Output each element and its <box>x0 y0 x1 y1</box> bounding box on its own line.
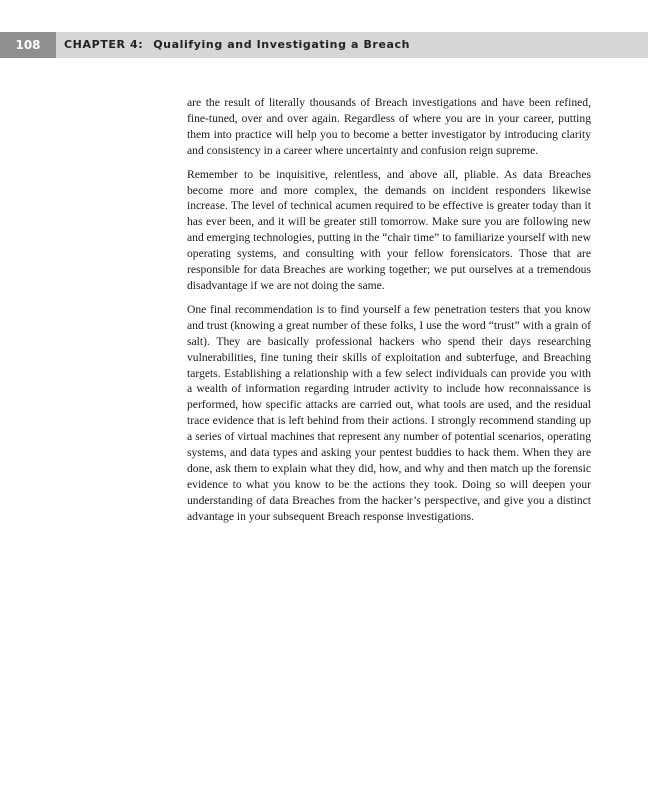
page-number: 108 <box>0 32 56 58</box>
chapter-label: CHAPTER 4: <box>64 38 144 51</box>
chapter-heading <box>64 32 410 58</box>
paragraph: One final recommendation is to find yourself a few penetration testers that you know and trust (knowing a great number of these folks, I use the word “trust” with a grain of salt). They are basically professional hackers who spend their days researching vulnerabilities, fine tuning their skills of exploitation and subterfuge, and Breaching targets. Establishing a relationship with a few select individuals can provide you with a wealth of information regarding intruder activity to include how reconnaissance is performed, how specific attacks are carried out, what tools are used, and the residual trace evidence that is left behind from their actions. I strongly recommend standing up a series of virtual machines that represent any number of potential scenarios, operating systems, and data types and asking your pentest buddies to hack them. When they are done, ask them to explain what they did, how, and why and then match up the forensic evidence to what you know to be the actions they took. Doing so will deepen your understanding of data Breaches from the hacker’s perspective, and give you a distinct advantage in your subsequent Breach response investigations. <box>187 302 591 523</box>
paragraph: Remember to be inquisitive, relentless, and above all, pliable. As data Breaches become more and more complex, the demands on incident responders likewise increase. The level of technical acumen required to be effective is greater today than it has ever been, and it will be greater still tomorrow. Make sure you are following new and emerging technologies, putting in the “chair time” to familiarize yourself with new operating systems, and consulting with your fellow forensicators. Those that are responsible for data Breaches are working together; we put ourselves at a tremendous disadvantage if we are not doing the same. <box>187 167 591 292</box>
body-text <box>187 95 591 533</box>
chapter-title: Qualifying and Investigating a Breach <box>153 38 411 51</box>
running-header <box>0 32 648 58</box>
paragraph: are the result of literally thousands of Breach investigations and have been refined, fine-tuned, over and over again. Regardless of where you are in your career, putting them into practice will help you to become a better investigator by introducing clarity and consistency in a career where uncertainty and confusion reign supreme. <box>187 96 591 157</box>
